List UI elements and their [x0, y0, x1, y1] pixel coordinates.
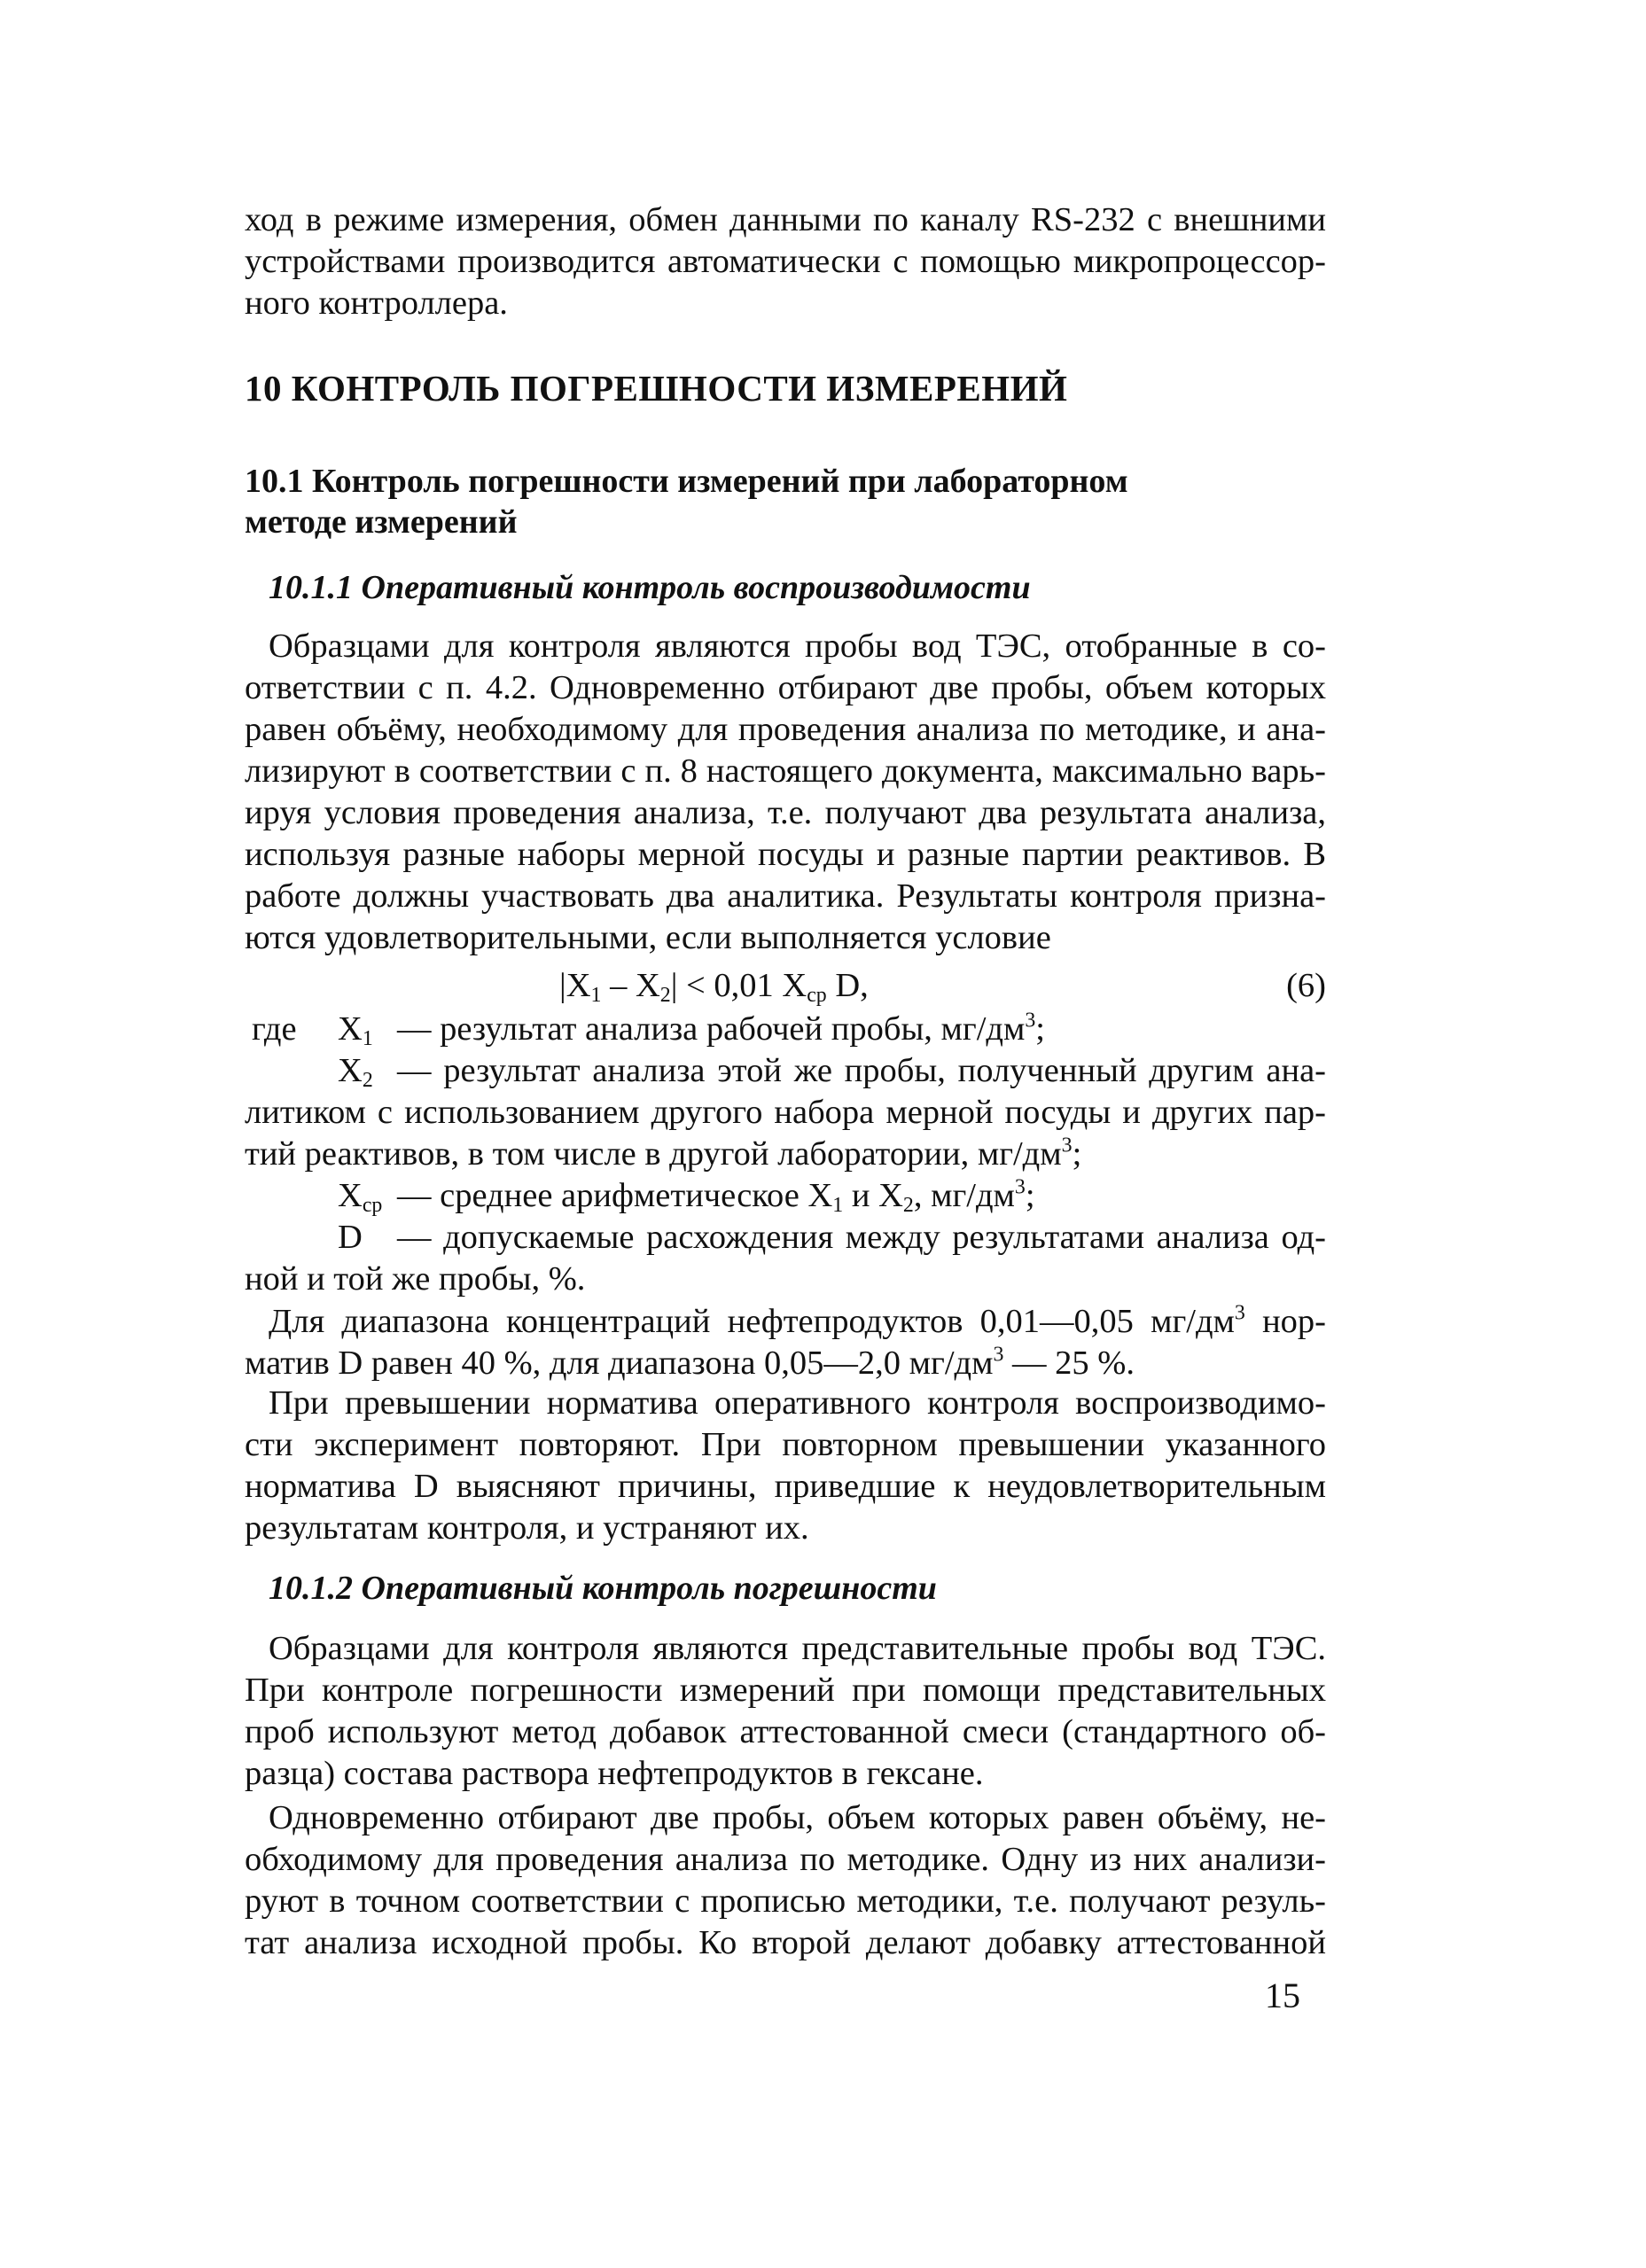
text-line: разца) состава раствора нефтепродуктов в гексане.	[245, 1755, 984, 1792]
accuracy-paragraph-1	[245, 1628, 1326, 1795]
text-line: ход в режиме измерения, обмен данными по каналу RS-232 с внешними	[245, 201, 1326, 238]
section-10-1-heading	[245, 461, 1326, 542]
formula-expression: $|X_1 - X_2| < 0,01$ $X_{ср}$ D,	[559, 967, 869, 1007]
text-line: ируя условия проведения анализа, т.е. получают два результата анализа,	[245, 794, 1326, 831]
definition-d-cont: ной и той же пробы, %.	[245, 1260, 586, 1298]
section-10-1-2-heading: 10.1.2 Оперативный контроль погрешности	[269, 1570, 937, 1607]
text-line: устройствами производится автоматически с помощью микропроцессор-	[245, 243, 1326, 280]
reproducibility-paragraph	[245, 626, 1326, 959]
intro-paragraph	[245, 199, 1326, 324]
text-line: результатам контроля, и устраняют их.	[245, 1509, 809, 1547]
definition-x1: где $X_1$ — результат анализа рабочей пробы, $мг/дм^3$;	[252, 1009, 1045, 1050]
text-line: При контроле погрешности измерений при помощи представительных	[245, 1672, 1326, 1709]
text-line: тат анализа исходной пробы. Ко второй делают добавку аттестованной	[245, 1924, 1326, 1961]
variable-definitions	[245, 1009, 1326, 1300]
text-line: сти эксперимент повторяют. При повторном превышении указанного	[245, 1426, 1326, 1463]
heading-line: 10.1 Контроль погрешности измерений при лабораторном	[245, 463, 1128, 500]
definition-x2-cont: тий реактивов, в том числе в другой лаборатории, $мг/дм^3$;	[245, 1134, 1082, 1173]
text-line: проб используют метод добавок аттестованной смеси (стандартного об-	[245, 1713, 1326, 1750]
heading-line: методе измерений	[245, 503, 518, 541]
definition-xcp: $X_{ср}$ — среднее арифметическое $X_1$ и $X_2$, $мг/дм^3$;	[338, 1175, 1035, 1217]
formula-number: (6)	[1286, 967, 1326, 1004]
text-line: работе должны участвовать два аналитика. Результаты контроля призна-	[245, 877, 1326, 915]
section-10-heading: 10 КОНТРОЛЬ ПОГРЕШНОСТИ ИЗМЕРЕНИЙ	[245, 368, 1068, 409]
section-10-1-1-heading: 10.1.1 Оперативный контроль воспроизводимости	[269, 569, 1031, 606]
norm-paragraph	[245, 1301, 1326, 1384]
text-line: ного контроллера.	[245, 284, 508, 322]
text-line: Одновременно отбирают две пробы, объем которых равен объёму, не-	[269, 1799, 1326, 1836]
text-line: лизируют в соответствии с п. 8 настоящего документа, максимально варь-	[245, 752, 1326, 790]
text-line: обходимому для проведения анализа по методике. Одну из них анализи-	[245, 1841, 1326, 1878]
text-line: При превышении норматива оперативного контроля воспроизводимо-	[269, 1384, 1326, 1422]
text-line: матив D равен 40 %, для диапазона 0,05—2,0 $мг/дм^3$ — 25 %.	[245, 1343, 1135, 1382]
definition-x2-cont: литиком с использованием другого набора мерной посуды и других пар-	[245, 1094, 1326, 1131]
text-line: Образцами для контроля являются пробы вод ТЭС, отобранные в со-	[269, 627, 1326, 665]
repeat-paragraph	[245, 1383, 1326, 1549]
text-line: Для диапазона концентраций нефтепродуктов 0,01—0,05 $мг/дм^3$ нор-	[269, 1301, 1326, 1340]
text-line: равен объёму, необходимому для проведения анализа по методике, и ана-	[245, 711, 1326, 748]
text-line: ются удовлетворительными, если выполняется условие	[245, 919, 1051, 956]
formula-6	[245, 966, 1326, 1010]
text-line: руют в точном соответствии с прописью методики, т.е. получают резуль-	[245, 1882, 1326, 1920]
definition-x2: $X_2$ — результат анализа этой же пробы, полученный другим ана-	[338, 1052, 1326, 1092]
page-number: 15	[1265, 1976, 1300, 2015]
definition-d: D — допускаемые расхождения между результатами анализа од-	[338, 1219, 1326, 1256]
text-line: используя разные наборы мерной посуды и разные партии реактивов. В	[245, 836, 1326, 873]
accuracy-paragraph-2	[245, 1797, 1326, 1964]
text-line: норматива D выясняют причины, приведшие к неудовлетворительным	[245, 1468, 1326, 1505]
text-line: Образцами для контроля являются представительные пробы вод ТЭС.	[269, 1630, 1326, 1667]
text-line: ответствии с п. 4.2. Одновременно отбирают две пробы, объем которых	[245, 669, 1326, 706]
